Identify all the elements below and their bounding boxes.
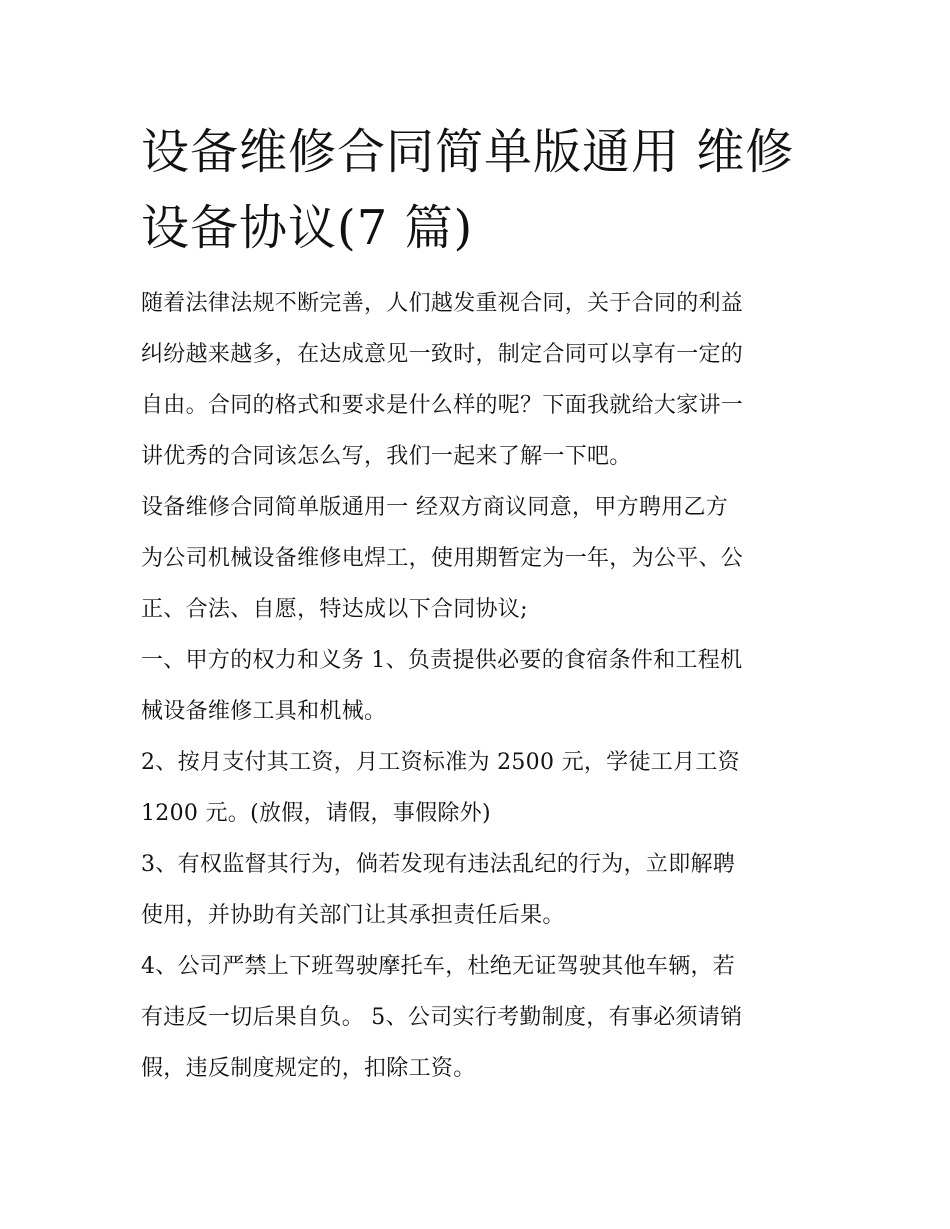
title-line-2: 设备协议(7 篇) <box>141 200 474 256</box>
paragraph-intro: 随着法律法规不断完善，人们越发重视合同，关于合同的利益 纠纷越来越多，在达成意见一致时，制定合同可以享有一定的 自由。合同的格式和要求是什么样的呢？下面我就给大家讲一 讲优秀的合同该怎么写，我们一起来了解一下吧。 <box>141 291 744 469</box>
paragraph-contract-preamble: 设备维修合同简单版通用一 经双方商议同意，甲方聘用乙方 为公司机械设备维修电焊工，使用期暂定为一年，为公平、公 正、合法、自愿，特达成以下合同协议; <box>141 495 744 622</box>
document-body <box>141 278 813 1094</box>
document-page <box>141 114 813 1094</box>
paragraph-clause-3: 3、有权监督其行为，倘若发现有违法乱纪的行为，立即解聘 使用，并协助有关部门让其承担责任后果。 <box>141 852 736 928</box>
title-line-1: 设备维修合同简单版通用 维修 <box>141 124 795 180</box>
paragraph-clause-1: 一、甲方的权力和义务 1、负责提供必要的食宿条件和工程机 械设备维修工具和机械。 <box>141 648 743 724</box>
paragraph-clause-2: 2、按月支付其工资，月工资标准为 2500 元，学徒工月工资 1200 元。(放假，请假，事假除外) <box>141 750 740 826</box>
paragraph-clause-4-5: 4、公司严禁上下班驾驶摩托车，杜绝无证驾驶其他车辆，若 有违反一切后果自负。 5、公司实行考勤制度，有事必须请销 假，违反制度规定的，扣除工资。 <box>141 954 743 1081</box>
document-title <box>141 114 813 266</box>
